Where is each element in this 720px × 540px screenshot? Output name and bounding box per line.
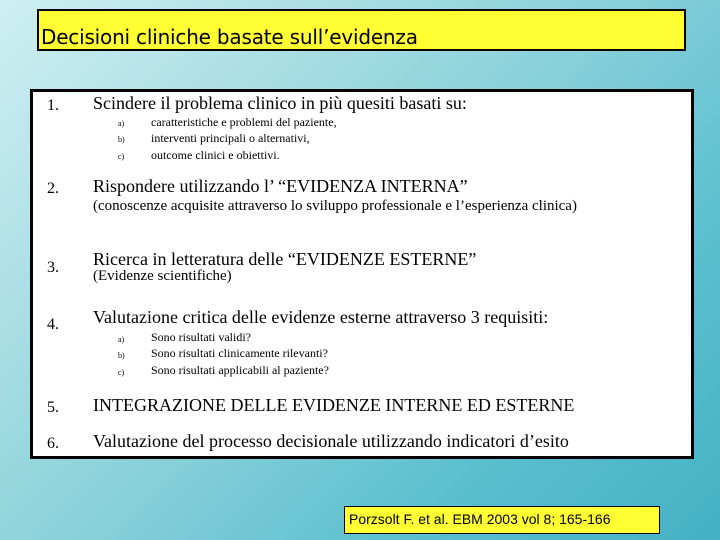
item-number: 6. — [47, 435, 59, 452]
item-text: Rispondere utilizzando l’ “EVIDENZA INTERNA” — [93, 176, 468, 196]
subitem-letter: a) — [118, 335, 125, 344]
subitem-text: interventi principali o alternativi, — [151, 131, 310, 145]
subitem-letter: b) — [118, 351, 125, 360]
item-note: (conoscenze acquisite attraverso lo sviluppo professionale e l’esperienza clinica) — [93, 198, 577, 214]
item-text: Scindere il problema clinico in più quesiti basati su: — [93, 93, 467, 113]
subitem-text: Sono risultati validi? — [151, 330, 251, 344]
subitem-text: caratteristiche e problemi del paziente, — [151, 115, 337, 129]
item-number: 1. — [47, 97, 59, 114]
subitem-text: outcome clinici e obiettivi. — [151, 148, 280, 162]
item-note: (Evidenze scientifiche) — [93, 268, 232, 284]
item-number: 3. — [47, 259, 59, 276]
item-text: Valutazione critica delle evidenze esterne attraverso 3 requisiti: — [93, 307, 549, 327]
item-text: Valutazione del processo decisionale utilizzando indicatori d’esito — [93, 431, 569, 451]
item-number: 2. — [47, 180, 59, 197]
subitem-letter: b) — [118, 135, 125, 144]
item-text: INTEGRAZIONE DELLE EVIDENZE INTERNE ED ESTERNE — [93, 395, 575, 415]
subitem-letter: c) — [118, 152, 125, 161]
content-box — [30, 89, 694, 459]
slide-title: Decisioni cliniche basate sull’evidenza — [41, 25, 418, 49]
subitem-text: Sono risultati applicabili al paziente? — [151, 363, 329, 377]
subitem-letter: a) — [118, 119, 125, 128]
item-text: Ricerca in letteratura delle “EVIDENZE ESTERNE” — [93, 249, 477, 269]
subitem-letter: c) — [118, 368, 125, 377]
item-number: 4. — [47, 316, 59, 333]
citation-text: Porzsolt F. et al. EBM 2003 vol 8; 165-166 — [349, 511, 611, 527]
title-box — [37, 9, 686, 51]
item-number: 5. — [47, 399, 59, 416]
subitem-text: Sono risultati clinicamente rilevanti? — [151, 346, 328, 360]
citation-box — [344, 506, 660, 534]
